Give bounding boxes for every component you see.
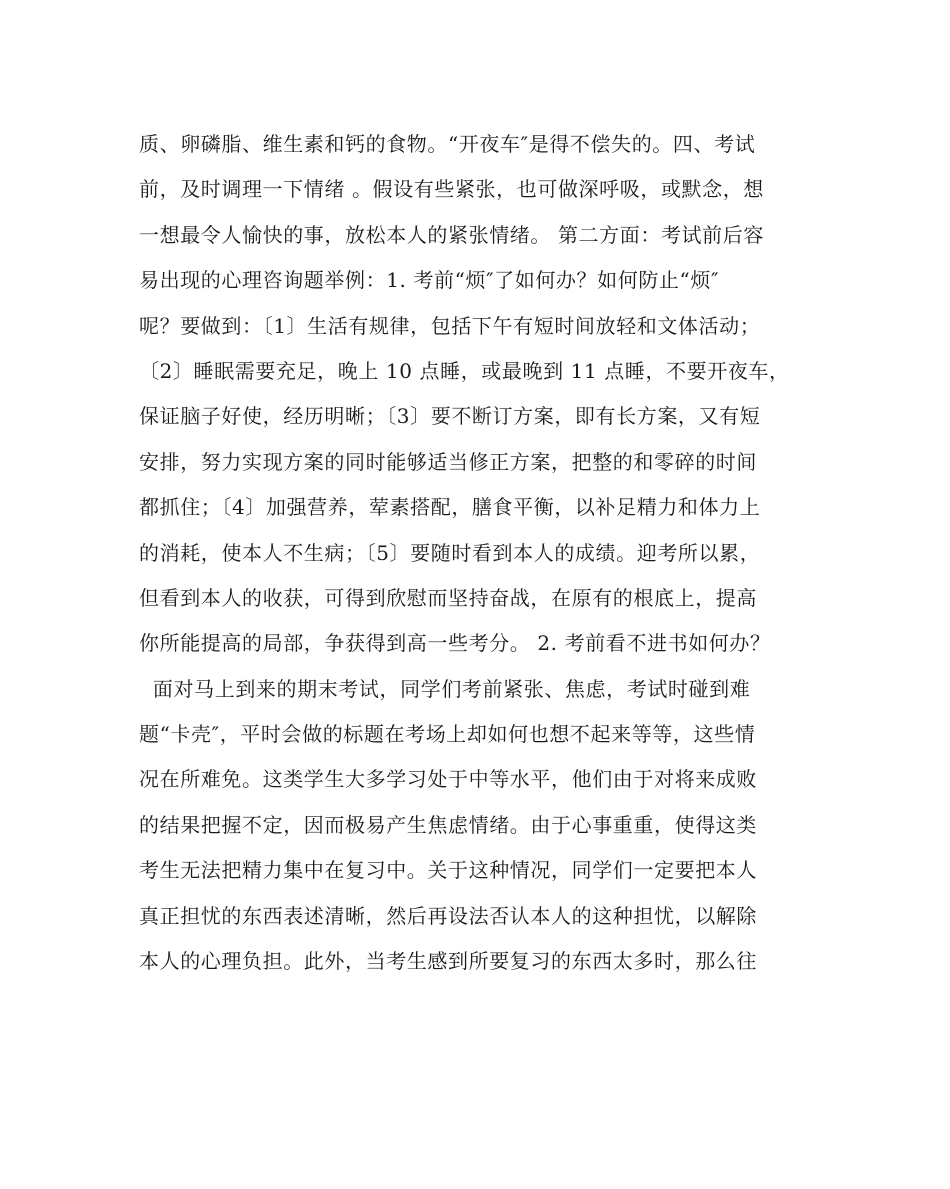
text-line: 你所能提高的局部，争获得到高一些考分。 2. 考前看不进书如何办？ xyxy=(139,631,771,656)
text-line: 安排，努力实现方案的同时能够适当修正方案，把整的和零碎的时间 xyxy=(139,449,757,474)
text-line: 前，及时调理一下情绪 。假设有些紧张，也可做深呼吸，或默念，想 xyxy=(139,177,764,202)
text-line: 况在所难免。这类学生大多学习处于中等水平，他们由于对将来成败 xyxy=(139,767,757,792)
text-line: 质、卵磷脂、维生素和钙的食物。“开夜车″是得不偿失的。四、考试 xyxy=(139,132,756,156)
text-line: 考生无法把精力集中在复习中。关于这种情况，同学们一定要把本人 xyxy=(139,858,757,883)
text-line: 一想最令人愉快的事，放松本人的紧张情绪。 第二方面：考试前后容 xyxy=(139,222,764,247)
text-line: 保证脑子好使，经历明晰；〔3〕要不断订方案，即有长方案，又有短 xyxy=(139,404,761,429)
text-line: 本人的心理负担。此外，当考生感到所要复习的东西太多时，那么往 xyxy=(139,949,757,974)
text-line: 〔2〕睡眠需要充足，晚上 10 点睡，或最晚到 11 点睡，不要开夜车， xyxy=(139,358,790,383)
body-text xyxy=(139,127,819,989)
text-line: 真正担忧的东西表述清晰，然后再设法否认本人的这种担忧，以解除 xyxy=(139,903,757,928)
text-line: 但看到本人的收获，可得到欣慰而坚持奋战，在原有的根底上，提高 xyxy=(139,585,757,610)
text-line: 易出现的心理咨询题举例：1. 考前“烦″了如何办？如何防止“烦″ xyxy=(139,268,720,293)
text-line: 呢？要做到：〔1〕生活有规律，包括下午有短时间放轻和文体活动； xyxy=(139,313,761,338)
text-line: 题“卡壳″，平时会做的标题在考场上却如何也想不起来等等，这些情 xyxy=(139,722,756,747)
text-line: 都抓住；〔4〕加强营养，荤素搭配，膳食平衡，以补足精力和体力上 xyxy=(139,495,761,520)
text-line: 的结果把握不定，因而极易产生焦虑情绪。由于心事重重，使得这类 xyxy=(139,812,757,837)
text-line: 面对马上到来的期末考试，同学们考前紧张、焦虑，考试时碰到难 xyxy=(139,676,751,701)
text-line: 的消耗，使本人不生病；〔5〕要随时看到本人的成绩。迎考所以累， xyxy=(139,540,761,565)
